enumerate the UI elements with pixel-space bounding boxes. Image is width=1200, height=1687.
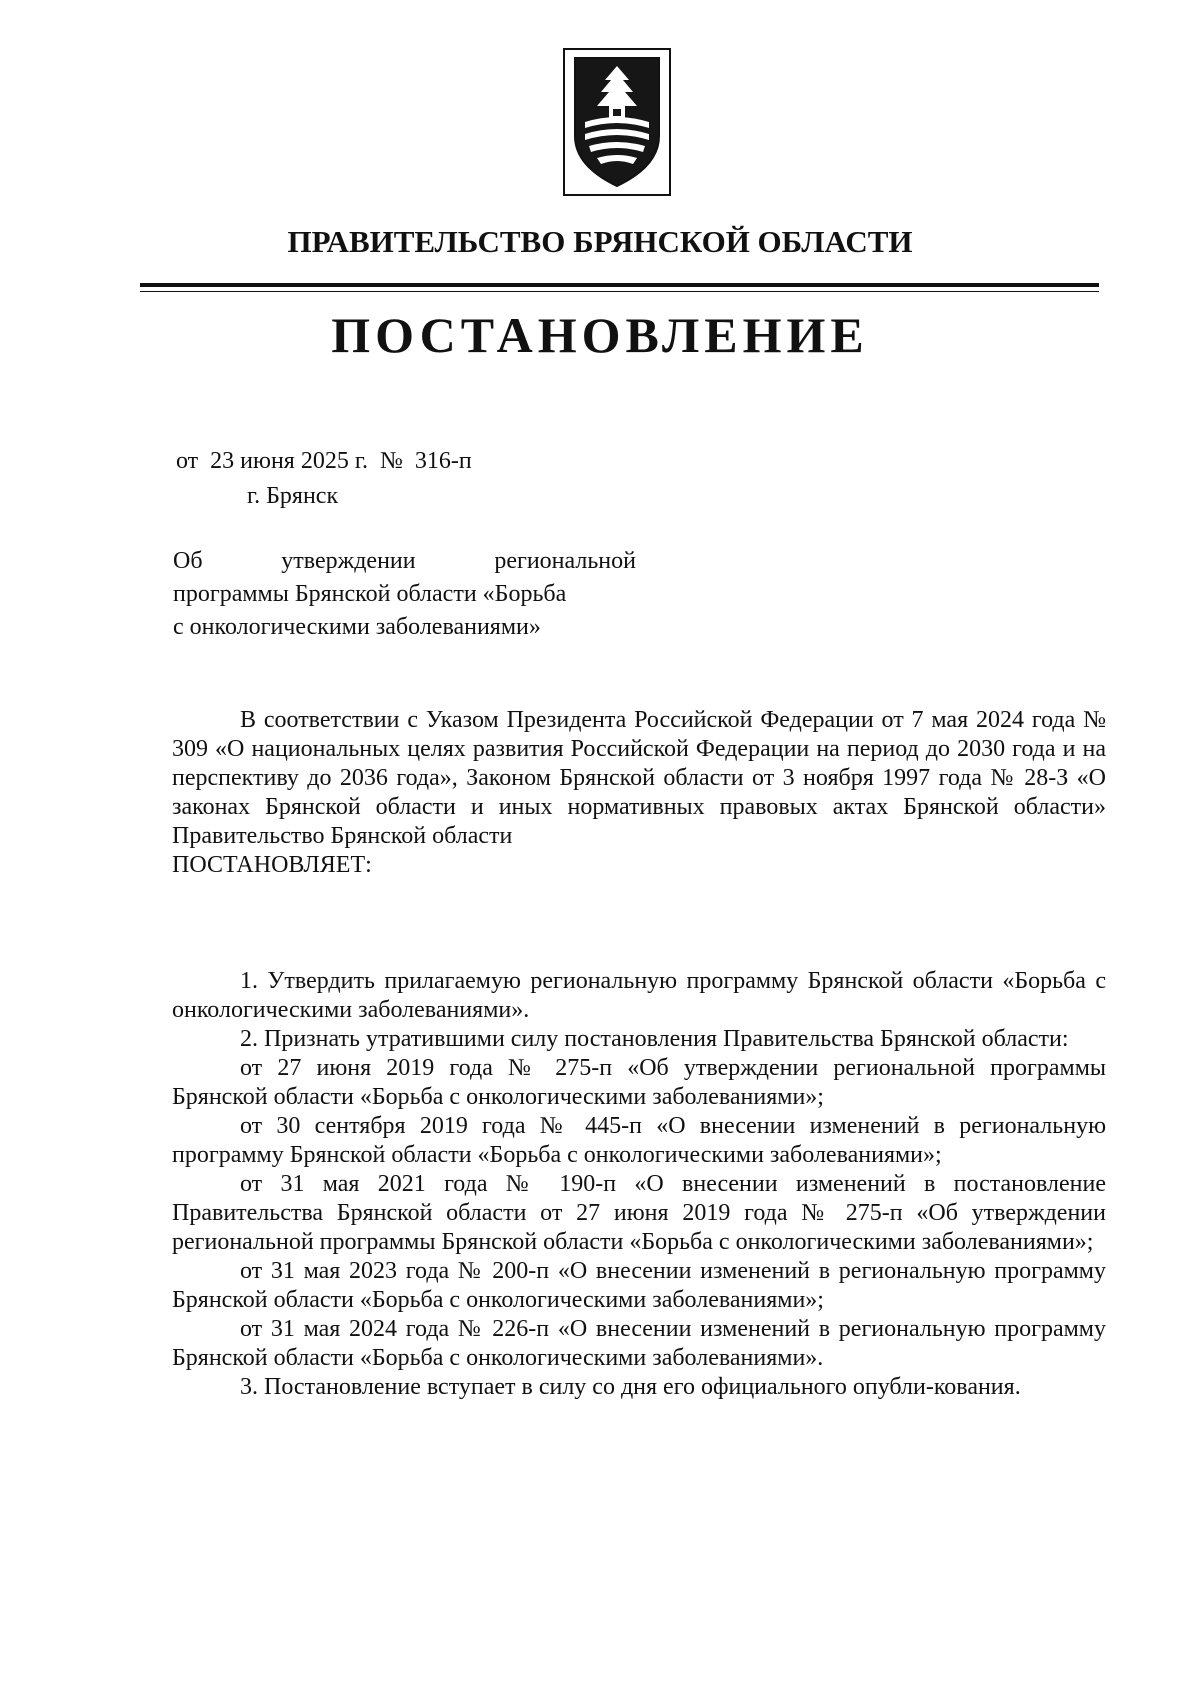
city: г. Брянск <box>247 483 339 509</box>
government-title: ПРАВИТЕЛЬСТВО БРЯНСКОЙ ОБЛАСТИ <box>287 224 913 259</box>
header-divider-thin <box>140 291 1099 292</box>
repealed-4: от 31 мая 2023 года № 200-п «О внесении изменений в региональную программу Брянской области «Борьба с онкологическими заболеваниями»; <box>172 1258 1106 1313</box>
date-and-number: от 23 июня 2025 г. № 316-п <box>176 448 472 474</box>
document-type-title: ПОСТАНОВЛЕНИЕ <box>331 307 869 363</box>
item-1: 1. Утвердить прилагаемую региональную программу Брянской области «Борьба с онкологическими заболеваниями». <box>172 968 1106 1023</box>
subject-line-3: с онкологическими заболеваниями» <box>173 614 541 640</box>
repealed-2: от 30 сентября 2019 года № 445-п «О внесении изменений в региональную программу Брянской области «Борьба с онкологическими заболеваниями»; <box>172 1113 1106 1168</box>
resolution-items <box>172 967 1106 1402</box>
item-2: 2. Признать утратившими силу постановления Правительства Брянской области: <box>240 1026 1069 1052</box>
repealed-1: от 27 июня 2019 года № 275-п «Об утверждении региональной программы Брянской области «Борьба с онкологическими заболеваниями»; <box>172 1055 1106 1110</box>
header-divider-thick <box>140 283 1099 287</box>
preamble-text: В соответствии с Указом Президента Российской Федерации от 7 мая 2024 года № 309 «О национальных целях развития Российской Федерации на период до 2030 года и на перспективу до 2036 года», Законом Брянской области от 3 ноября 1997 года № 28-З «О законах Брянской области и иных нормативных правовых актах Брянской области» Правительство Брянской области <box>172 707 1106 849</box>
resolves-heading: ПОСТАНОВЛЯЕТ: <box>172 852 372 878</box>
repealed-5: от 31 мая 2024 года № 226-п «О внесении изменений в региональную программу Брянской области «Борьба с онкологическими заболеваниями». <box>172 1316 1106 1371</box>
subject-line-2: программы Брянской области «Борьба <box>173 581 567 607</box>
bryansk-coat-of-arms-icon <box>563 48 671 196</box>
repealed-3: от 31 мая 2021 года № 190-п «О внесении изменений в постановление Правительства Брянской области от 27 июня 2019 года № 275-п «Об утверждении региональной программы Брянской области «Борьба с онкологическими заболеваниями»; <box>172 1171 1106 1255</box>
subject-line-1: Об утверждении региональной <box>173 548 636 574</box>
document-subject <box>173 545 636 644</box>
preamble <box>172 706 1106 880</box>
item-3: 3. Постановление вступает в силу со дня его официального опубли-кования. <box>240 1374 1021 1400</box>
